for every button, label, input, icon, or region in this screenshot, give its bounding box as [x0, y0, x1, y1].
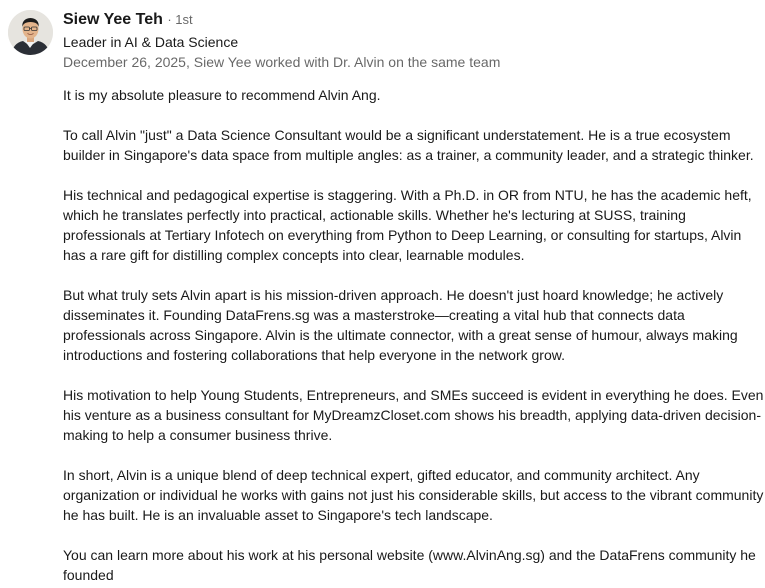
profile-photo [8, 10, 53, 55]
recommendation-text [63, 85, 765, 585]
recommendation-date-relationship: December 26, 2025, Siew Yee worked with Dr. Alvin on the same team [63, 54, 501, 70]
recommendation-paragraph: His motivation to help Young Students, Entrepreneurs, and SMEs succeed is evident in everything he does. Even his venture as a business consultant for MyDreamzCloset.com shows his breadth, applying data-driven decision-making to help a consumer business thrive. [63, 387, 764, 443]
recommender-header [63, 9, 753, 72]
recommendation-paragraph: His technical and pedagogical expertise is staggering. With a Ph.D. in OR from NTU, he has the academic heft, which he translates perfectly into practical, actionable skills. Whether he's lecturing at SUSS, training professionals at Tertiary Infotech on everything from Python to Deep Learning, or consulting for startups, Alvin has a rare gift for distilling complex concepts into clear, learnable modules. [63, 187, 752, 263]
recommendation-paragraph: To call Alvin "just" a Data Science Consultant would be a significant understatement. He is a true ecosystem builder in Singapore's data space from multiple angles: as a trainer, a community leader, and a strategic thinker. [63, 127, 754, 163]
recommendation-paragraph: It is my absolute pleasure to recommend Alvin Ang. [63, 87, 381, 103]
recommendation-paragraph: But what truly sets Alvin apart is his mission-driven approach. He doesn't just hoard knowledge; he actively disseminates it. Founding DataFrens.sg was a masterstroke—creating a vital hub that connects data professionals across Singapore. Alvin is the ultimate connector, with a great sense of humour, always making introductions and fostering collaborations that help everyone in the network grow. [63, 287, 738, 363]
recommender-name[interactable]: Siew Yee Teh [63, 11, 163, 28]
recommendation-paragraph: In short, Alvin is a unique blend of deep technical expert, gifted educator, and community architect. Any organization or individual he works with gains not just his considerable skills, but access to the vibrant community he has built. He is an invaluable asset to Singapore's tech landscape. [63, 467, 764, 523]
name-row [63, 9, 753, 31]
recommendation-paragraph: You can learn more about his work at his personal website (www.AlvinAng.sg) and the DataFrens community he founded [63, 547, 756, 583]
connection-degree: · 1st [167, 12, 193, 27]
avatar[interactable] [8, 10, 53, 55]
recommender-headline: Leader in AI & Data Science [63, 34, 239, 50]
